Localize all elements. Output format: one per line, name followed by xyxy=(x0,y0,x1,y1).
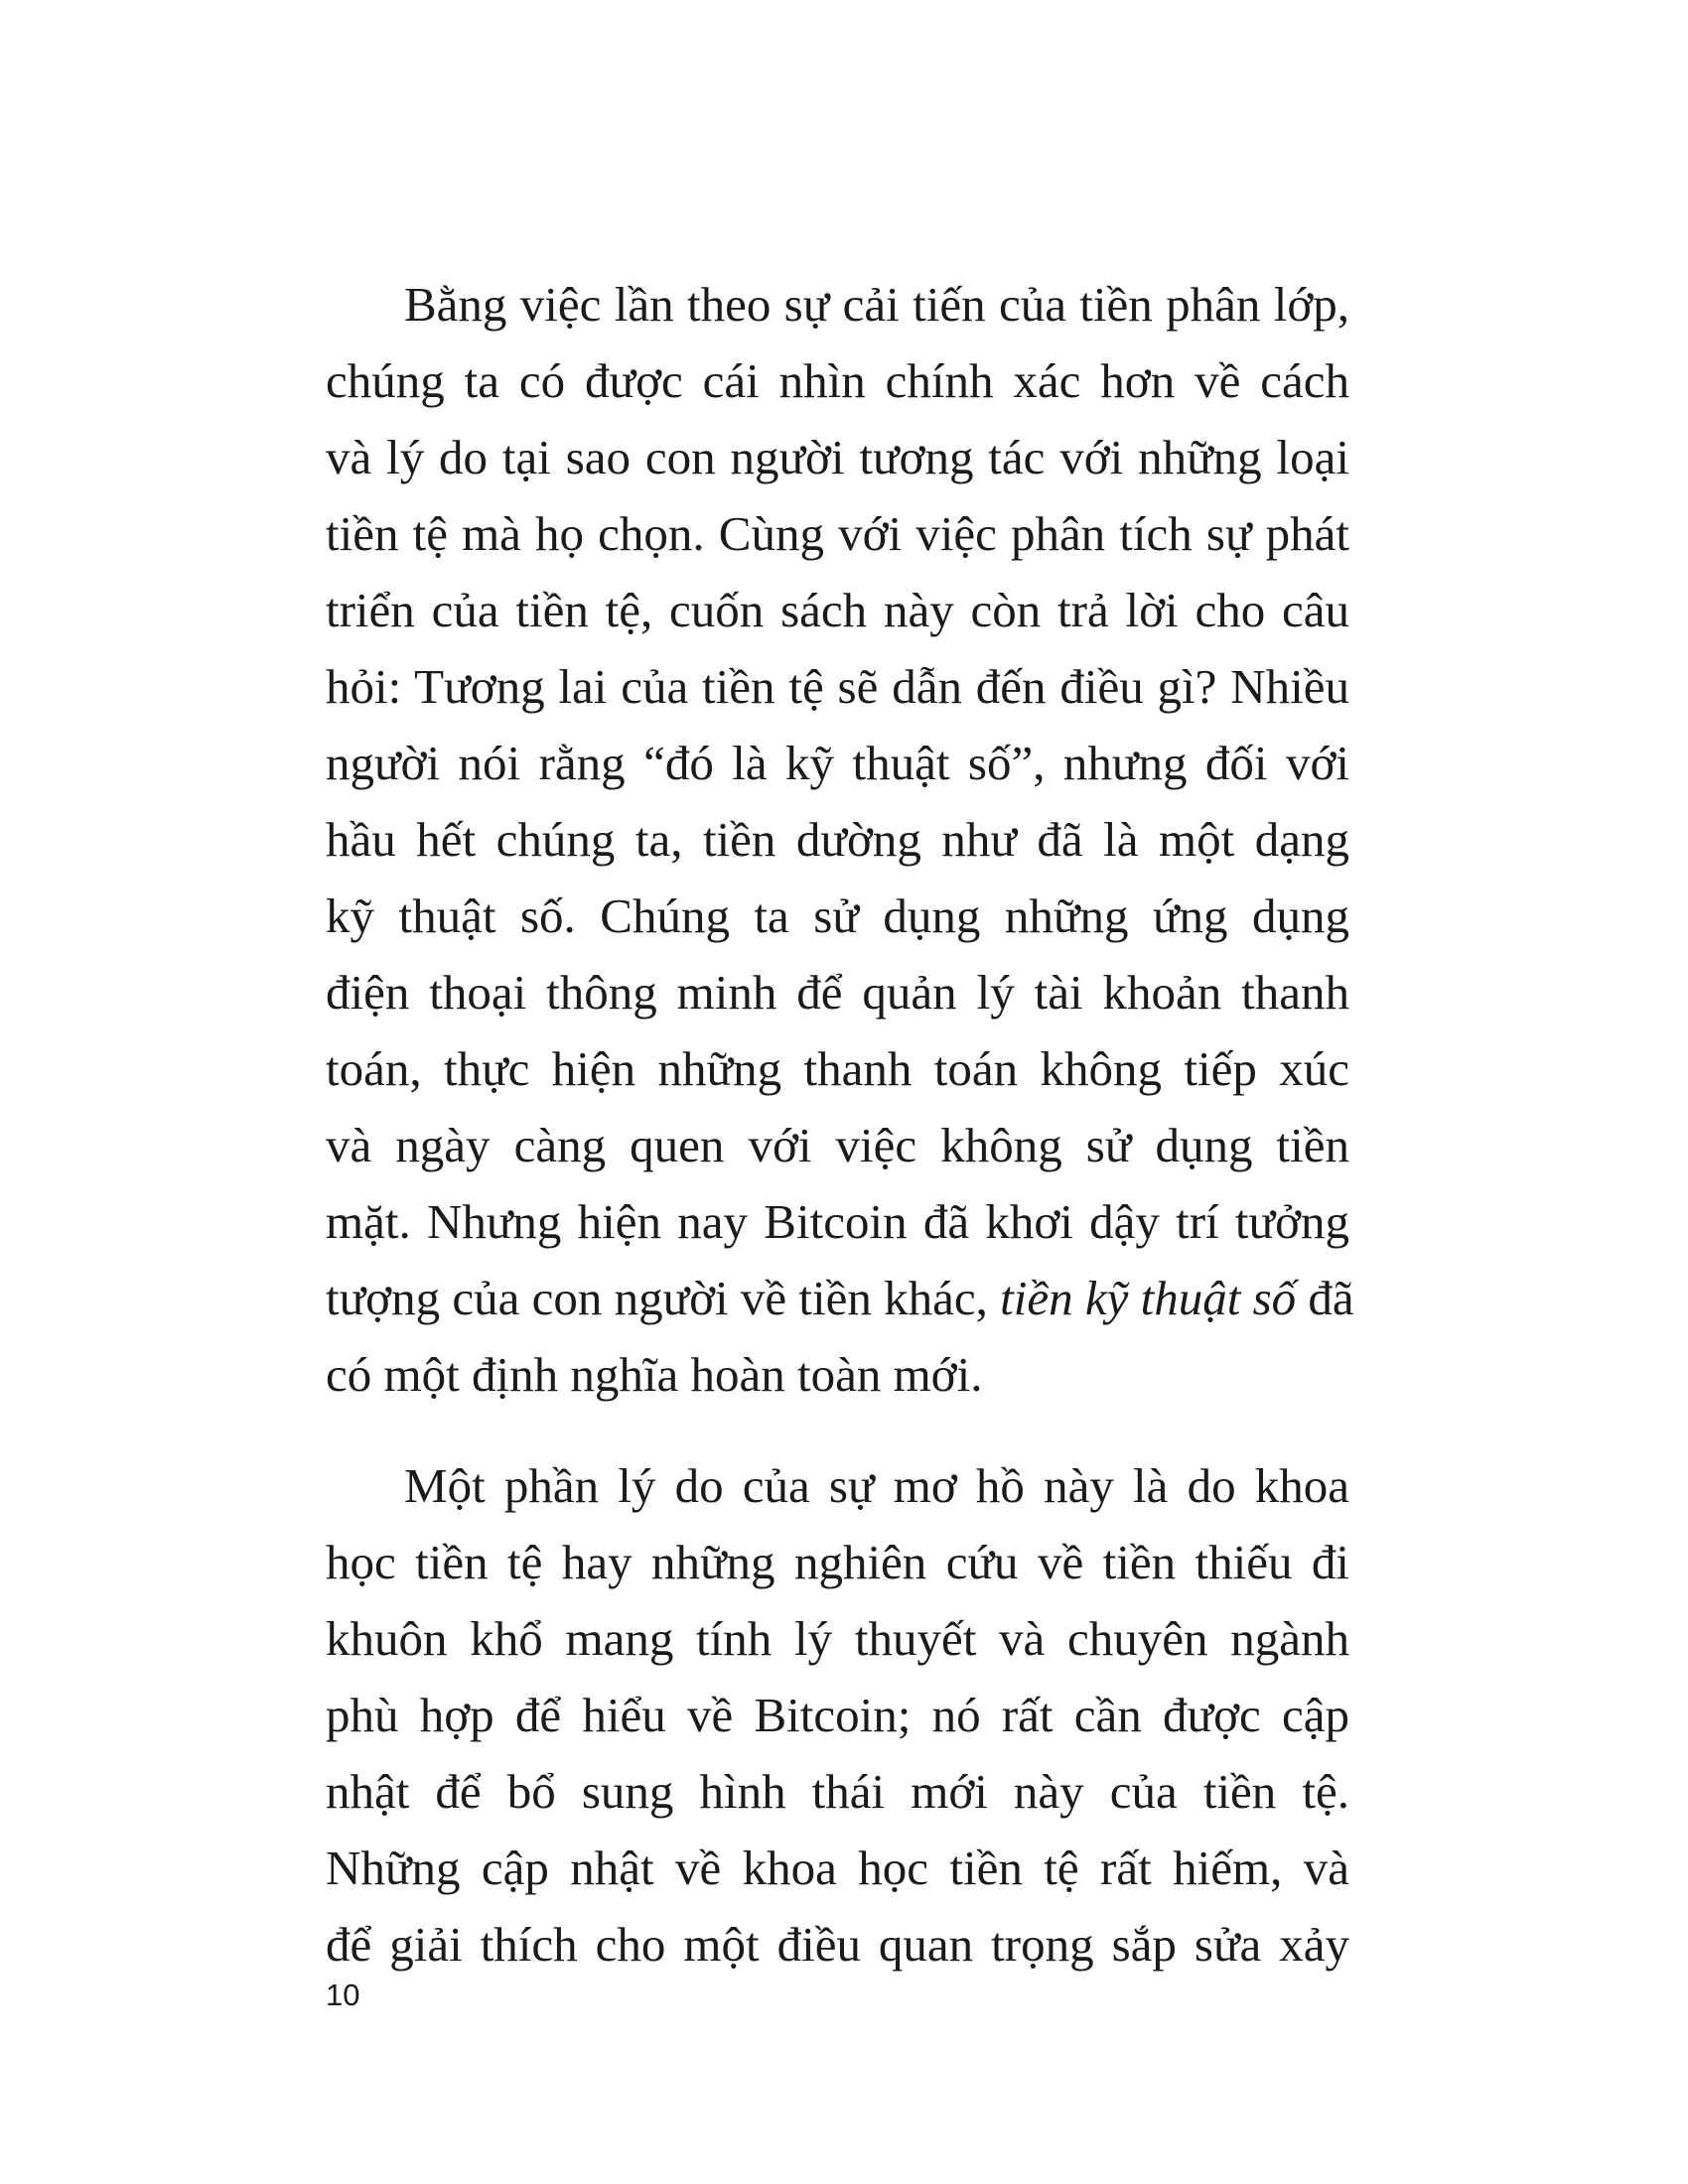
text-line: và lý do tại sao con người tương tác với những loại xyxy=(326,430,1349,484)
text-line: học tiền tệ hay những nghiên cứu về tiền thiếu đi xyxy=(326,1535,1349,1589)
text-line: và ngày càng quen với việc không sử dụng tiền xyxy=(326,1118,1349,1172)
text-line: toán, thực hiện những thanh toán không tiếp xúc xyxy=(326,1041,1349,1096)
text-line-with-italic xyxy=(326,1260,1354,1336)
text-line: phù hợp để hiểu về Bitcoin; nó rất cần được cập xyxy=(326,1688,1349,1742)
text-line: khuôn khổ mang tính lý thuyết và chuyên ngành xyxy=(326,1611,1349,1666)
text-line: chúng ta có được cái nhìn chính xác hơn về cách xyxy=(326,353,1349,408)
text-line: điện thoại thông minh để quản lý tài khoản thanh xyxy=(326,965,1349,1020)
text-line: nhật để bổ sung hình thái mới này của tiền tệ. xyxy=(326,1764,1349,1819)
text-line: Bằng việc lần theo sự cải tiến của tiền phân lớp, xyxy=(404,277,1349,332)
paragraph-spacing xyxy=(326,1413,1349,1447)
text-line: mặt. Nhưng hiện nay Bitcoin đã khơi dậy trí tưởng xyxy=(326,1194,1349,1249)
page-number: 10 xyxy=(326,1978,360,2012)
text-segment: tượng của con người về tiền khác, xyxy=(326,1271,1001,1325)
text-line: để giải thích cho một điều quan trọng sắp sửa xảy xyxy=(326,1917,1349,1972)
text-line: Một phần lý do của sự mơ hồ này là do khoa xyxy=(404,1458,1349,1513)
text-line: tiền tệ mà họ chọn. Cùng với việc phân tích sự phát xyxy=(326,506,1349,561)
text-line: kỹ thuật số. Chúng ta sử dụng những ứng dụng xyxy=(326,888,1349,943)
text-line: hỏi: Tương lai của tiền tệ sẽ dẫn đến điều gì? Nhiều xyxy=(326,659,1349,714)
text-line: triển của tiền tệ, cuốn sách này còn trả lời cho câu xyxy=(326,583,1349,637)
body-text xyxy=(326,266,1354,1982)
text-line: người nói rằng “đó là kỹ thuật số”, nhưng đối với xyxy=(326,736,1349,790)
text-line: Những cập nhật về khoa học tiền tệ rất hiếm, và xyxy=(326,1841,1349,1895)
italic-term: tiền kỹ thuật số xyxy=(1000,1271,1297,1325)
text-segment: đã xyxy=(1296,1271,1354,1325)
text-line: hầu hết chúng ta, tiền dường như đã là một dạng xyxy=(326,812,1349,867)
paragraph-2 xyxy=(326,1447,1349,1982)
paragraph-1 xyxy=(326,266,1354,1413)
text-line: có một định nghĩa hoàn toàn mới. xyxy=(326,1347,983,1402)
